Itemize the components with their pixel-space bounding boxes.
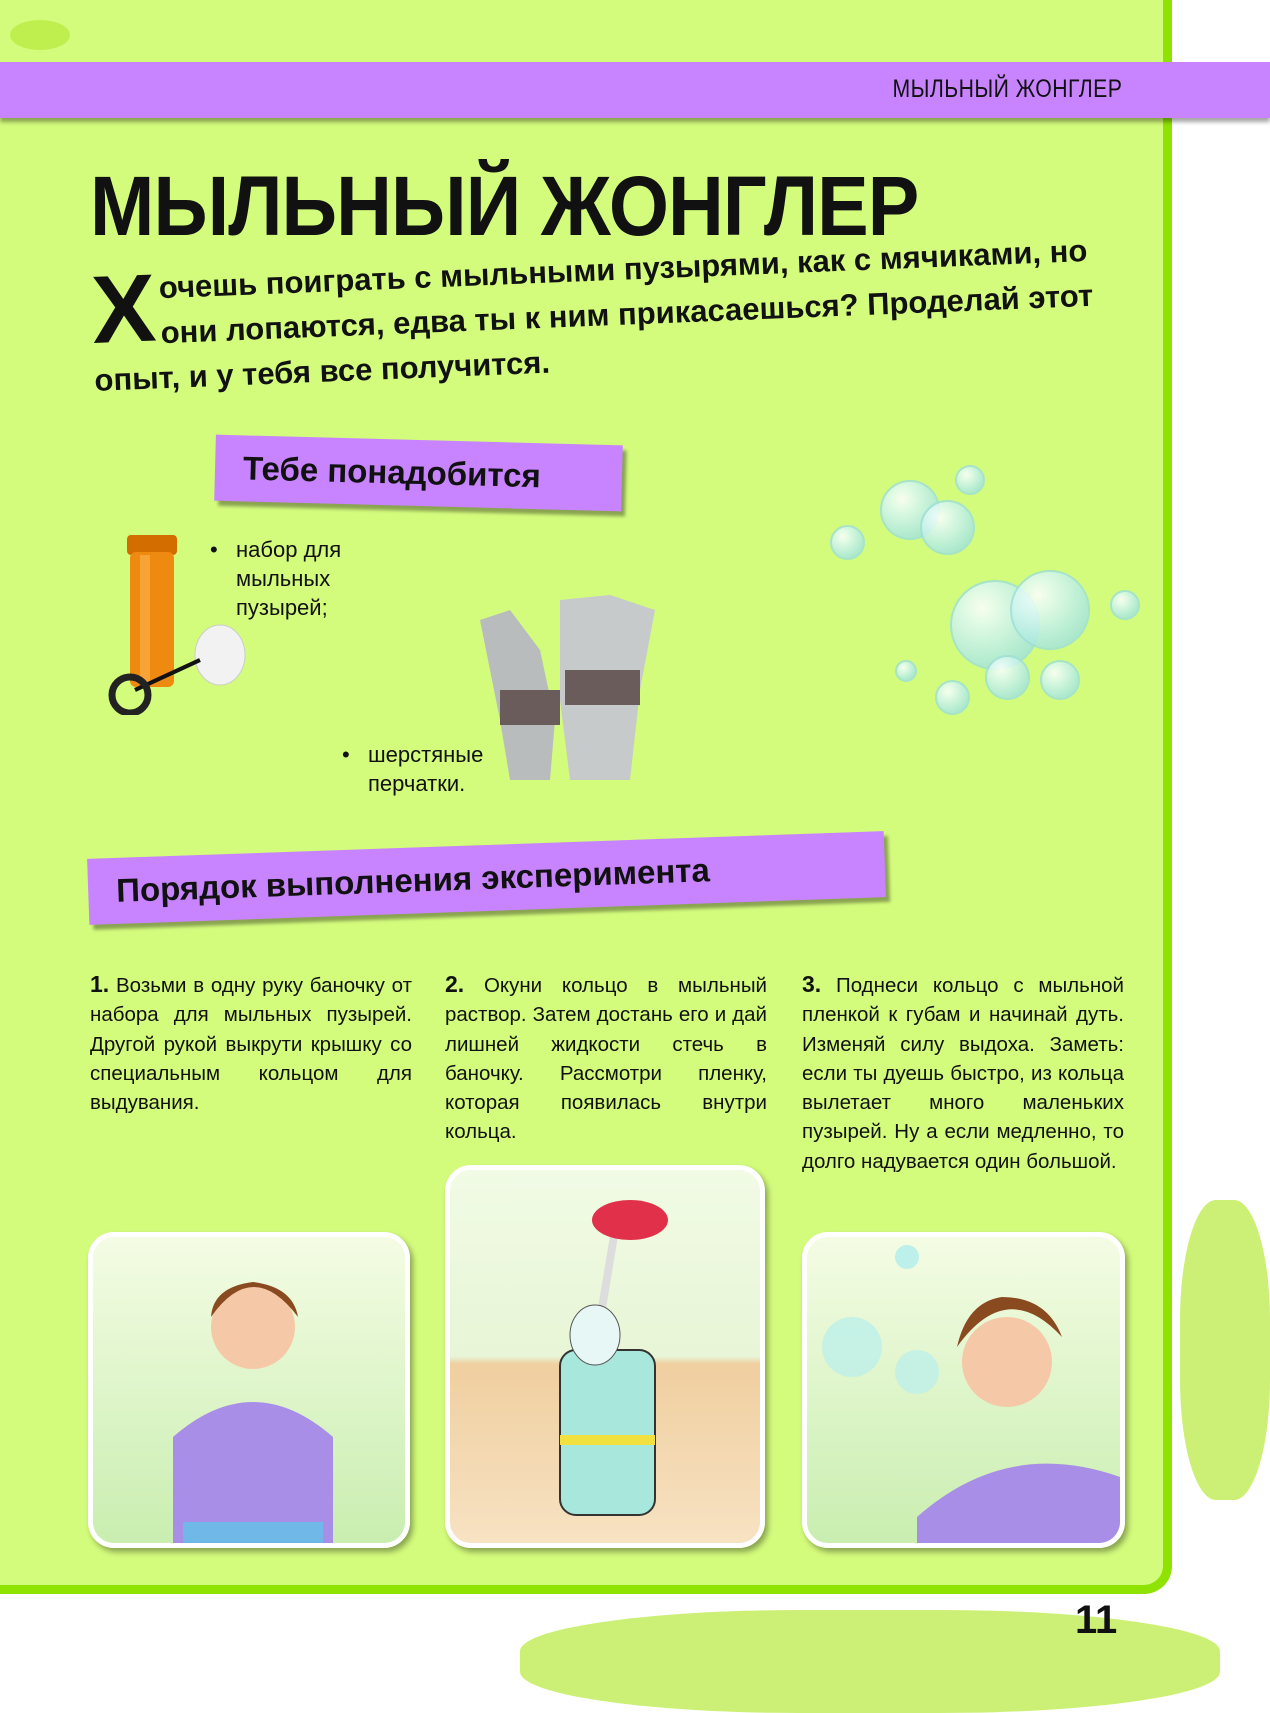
material-item: • шерстяные перчатки. xyxy=(368,740,528,798)
step-2 xyxy=(445,970,767,1147)
step-1-illustration xyxy=(88,1232,410,1548)
step-number: 3. xyxy=(802,971,822,997)
step-1 xyxy=(90,970,412,1117)
paint-splatter xyxy=(10,20,70,50)
bubble-kit-image xyxy=(105,530,250,715)
step-3-illustration xyxy=(802,1232,1125,1548)
step-text: Возьми в одну руку баночку от набора для мыльных пузырей. Другой рукой выкрути крышку со специальным кольцом для выдувания. xyxy=(90,974,412,1115)
paint-splatter xyxy=(1180,1200,1270,1500)
materials-heading: Тебе понадобится xyxy=(214,435,623,512)
step-2-illustration xyxy=(445,1165,765,1548)
page-title: МЫЛЬНЫЙ ЖОНГЛЕР xyxy=(90,159,919,253)
step-3 xyxy=(802,970,1124,1176)
material-item: • набор для мыльных пузырей; xyxy=(236,535,396,622)
step-number: 1. xyxy=(90,971,110,997)
drop-cap: Х xyxy=(89,254,158,364)
running-header xyxy=(0,62,1270,118)
step-text: Окуни кольцо в мыльный раствор. Затем достань его и дай лишней жидкости стечь в баночку. Рассмотри пленку, которая появилась внутри кольца. xyxy=(445,974,768,1144)
step-text: Поднеси кольцо с мыльной пленкой к губам и начинай дуть. Изменяй силу выдоха. Заметь: если ты дуешь быстро, из кольца вылетает много маленьких пузырей. Ну а если медленно, то долго надувается один большой. xyxy=(802,974,1124,1173)
intro-text: очешь поиграть с мыльными пузырями, как с мячиками, но они лопаются, едва ты к ним прикасаешься? Проделай этот опыт, и у тебя все получится. xyxy=(93,232,1094,398)
running-title: МЫЛЬНЫЙ ЖОНГЛЕР xyxy=(892,75,1122,103)
step-number: 2. xyxy=(445,971,465,997)
page-number: 11 xyxy=(1075,1598,1118,1642)
procedure-heading: Порядок выполнения эксперимента xyxy=(87,831,886,925)
